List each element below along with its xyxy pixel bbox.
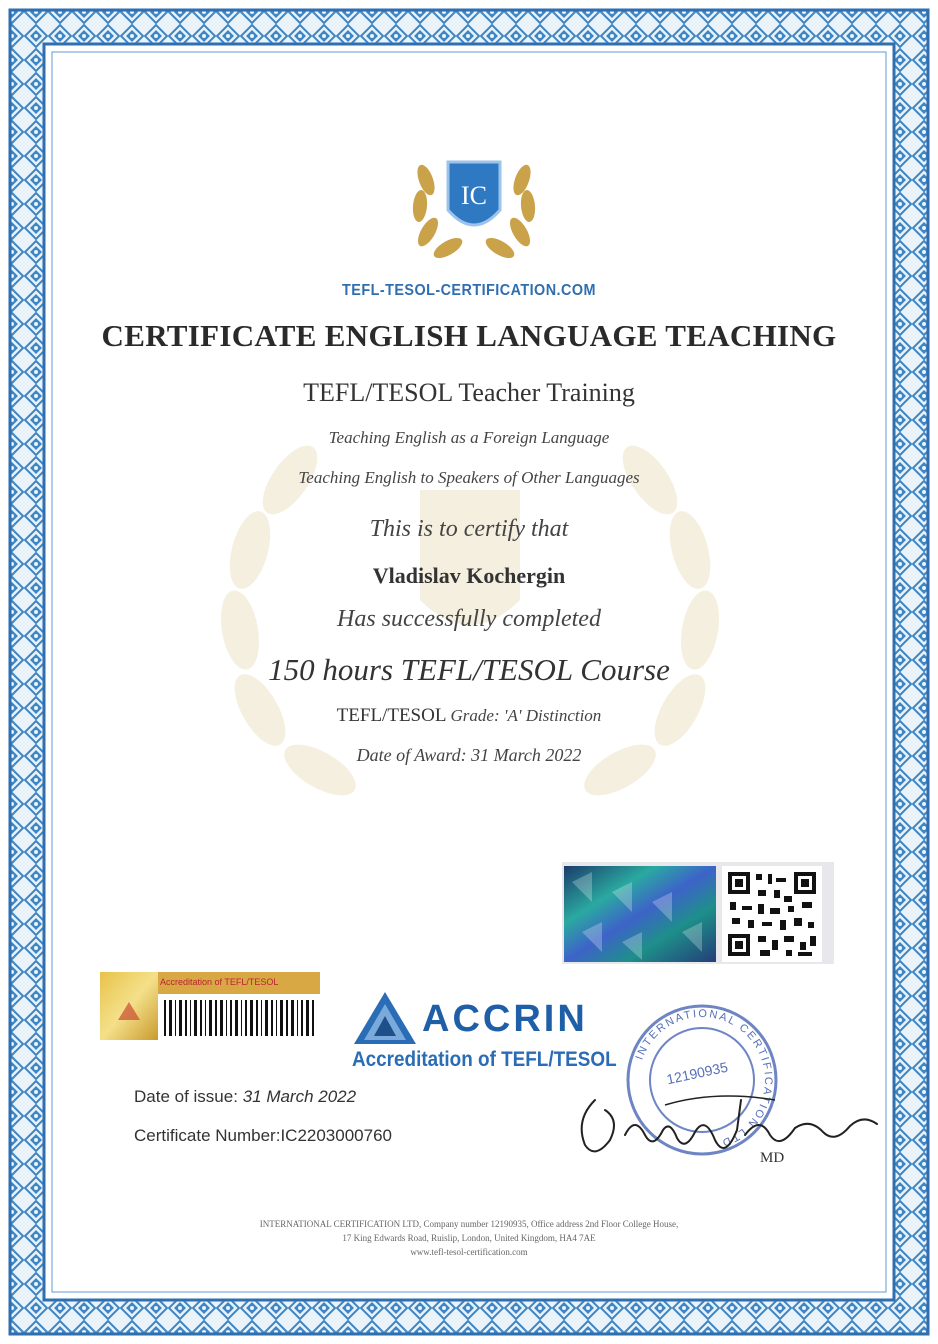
- accrin-subtitle: Accreditation of TEFL/TESOL: [352, 1048, 617, 1071]
- grade-value: Grade: 'A' Distinction: [450, 706, 602, 725]
- certificate-title: CERTIFICATE ENGLISH LANGUAGE TEACHING: [101, 318, 837, 353]
- completed-text: Has successfully completed: [337, 606, 601, 632]
- footer-address-line: 17 King Edwards Road, Ruislip, London, United Kingdom, HA4 7AE: [342, 1233, 596, 1243]
- website-url: TEFL-TESOL-CERTIFICATION.COM: [342, 282, 596, 299]
- issue-date-value: 31 March 2022: [242, 1087, 357, 1106]
- award-date: Date of Award: 31 March 2022: [356, 745, 582, 765]
- grade-prefix: TEFL/TESOL: [336, 705, 446, 726]
- hologram-qr-sticker: [562, 862, 834, 964]
- certify-text: This is to certify that: [369, 516, 569, 542]
- issue-date-label: Date of issue:: [134, 1087, 238, 1106]
- grade-line: [0, 705, 938, 727]
- certificate-number: [134, 1126, 392, 1146]
- holo-accreditation-label: Accreditation of TEFL/TESOL: [160, 977, 279, 987]
- tefl-definition: Teaching English as a Foreign Language: [328, 428, 610, 447]
- course-title: 150 hours TEFL/TESOL Course: [268, 652, 670, 687]
- footer-website-line: www.tefl-tesol-certification.com: [410, 1247, 528, 1257]
- accrin-triangle-icon: [352, 990, 418, 1046]
- certificate-subtitle: TEFL/TESOL Teacher Training: [303, 378, 635, 407]
- stamp-number: 12190935: [665, 1058, 730, 1088]
- signature-suffix: MD: [760, 1150, 785, 1166]
- accrin-name: ACCRIN: [422, 998, 588, 1040]
- certificate-number-label: Certificate Number:: [134, 1126, 281, 1145]
- footer-company-line: INTERNATIONAL CERTIFICATION LTD, Company number 12190935, Office address 2nd Floor College House,: [259, 1219, 679, 1229]
- ic-logo-icon: [404, 140, 544, 265]
- recipient-name: Vladislav Kochergin: [372, 563, 566, 588]
- issue-date: [134, 1087, 356, 1107]
- svg-text:IC: IC: [461, 181, 487, 210]
- handwritten-signature: [565, 1080, 885, 1170]
- stamp-ring-text: INTERNATIONAL CERTIFICATION LTD: [633, 1007, 775, 1149]
- certificate-number-value: IC2203000760: [280, 1126, 392, 1145]
- tesol-definition: Teaching English to Speakers of Other Languages: [298, 468, 640, 487]
